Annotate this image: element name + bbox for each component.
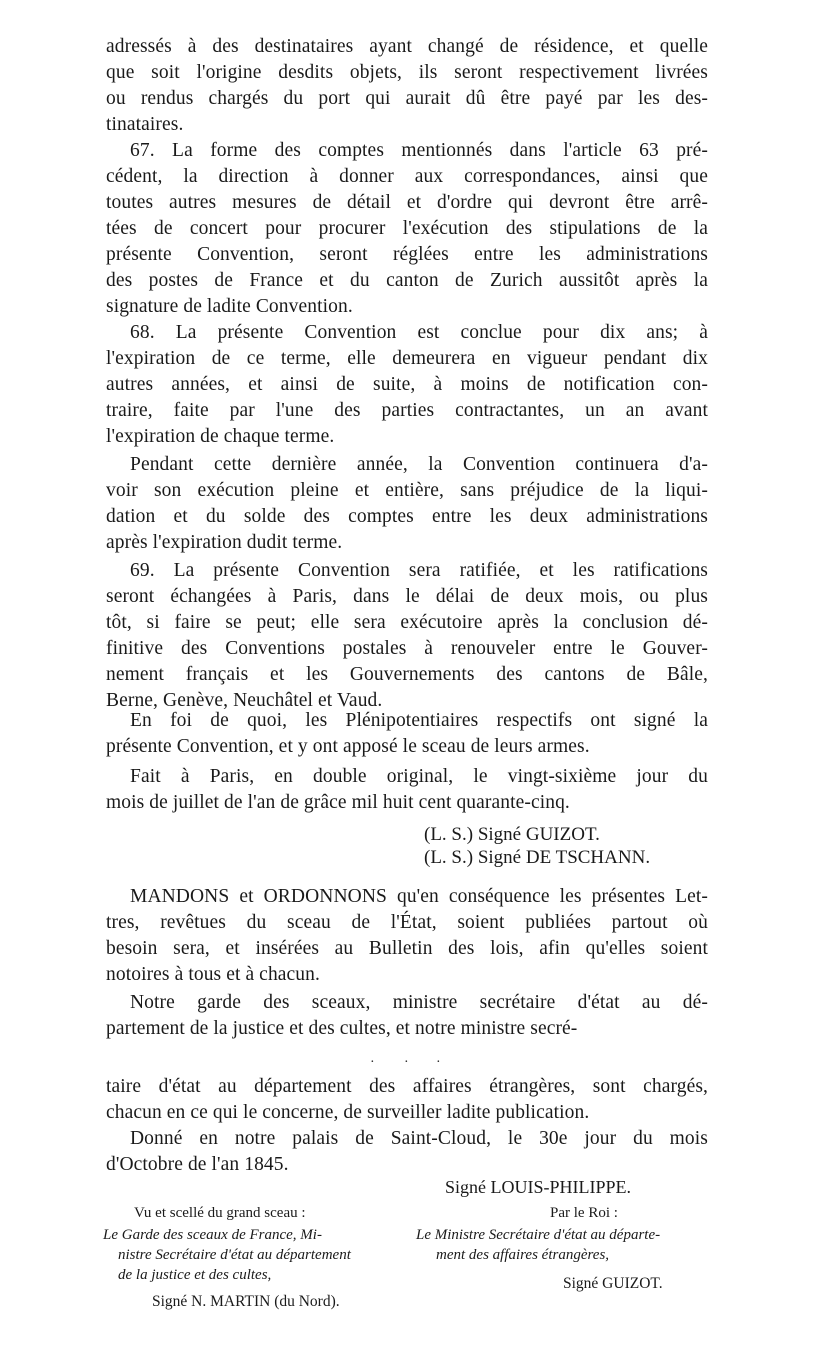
text-line: MANDONS et ORDONNONS qu'en conséquence les présentes Let- bbox=[130, 886, 708, 907]
text-line: tres, revêtues du sceau de l'État, soient publiées partout où bbox=[106, 912, 708, 933]
text-line: tées de concert pour procurer l'exécution des stipulations de la bbox=[106, 218, 708, 239]
text-line: En foi de quoi, les Plénipotentiaires respectifs ont signé la bbox=[130, 710, 708, 731]
text-line: adressés à des destinataires ayant changé de résidence, et quelle bbox=[106, 36, 708, 57]
text-line: que soit l'origine desdits objets, ils seront respectivement livrées bbox=[106, 62, 708, 83]
text-line: Berne, Genève, Neuchâtel et Vaud. bbox=[106, 690, 383, 711]
text-line: chacun en ce qui le concerne, de surveiller ladite publication. bbox=[106, 1102, 590, 1123]
text-line: l'expiration de ce terme, elle demeurera en vigueur pendant dix bbox=[106, 348, 708, 369]
text-line: besoin sera, et insérées au Bulletin des lois, afin qu'elles soient bbox=[106, 938, 708, 959]
paragraph-donne bbox=[106, 1126, 708, 1178]
left-line-2: nistre Secrétaire d'état au département bbox=[118, 1247, 351, 1263]
signature-guizot: (L. S.) Signé GUIZOT. bbox=[424, 824, 600, 845]
right-line-1: Le Ministre Secrétaire d'état au départe- bbox=[416, 1227, 661, 1243]
text-line: toutes autres mesures de détail et d'ordre qui devront être arrê- bbox=[106, 192, 708, 213]
right-heading: Par le Roi : bbox=[550, 1205, 618, 1221]
article-68 bbox=[106, 320, 708, 450]
text-line: signature de ladite Convention. bbox=[106, 296, 353, 317]
article-69 bbox=[106, 558, 708, 714]
signature-louis-philippe: Signé LOUIS-PHILIPPE. bbox=[445, 1177, 632, 1197]
text-line: finitive des Conventions postales à renouveler entre le Gouver- bbox=[106, 638, 708, 659]
stray-mark: · bbox=[404, 1055, 409, 1070]
text-line: Donné en notre palais de Saint-Cloud, le 30e jour du mois bbox=[130, 1128, 708, 1149]
text-line: après l'expiration dudit terme. bbox=[106, 532, 343, 553]
article-67 bbox=[106, 138, 708, 320]
text-line: 67. La forme des comptes mentionnés dans l'article 63 pré- bbox=[130, 140, 708, 161]
text-line: Pendant cette dernière année, la Convention continuera d'a- bbox=[130, 454, 708, 475]
text-line: dation et du solde des comptes entre les deux administrations bbox=[106, 506, 708, 527]
paragraph-continuation bbox=[106, 34, 708, 138]
paragraph-en-foi bbox=[106, 708, 708, 760]
paragraph-notre-garde bbox=[106, 990, 708, 1042]
left-line-1: Le Garde des sceaux de France, Mi- bbox=[103, 1227, 322, 1243]
text-line: notoires à tous et à chacun. bbox=[106, 964, 320, 985]
paragraph-mandons bbox=[106, 884, 708, 988]
stray-mark: · bbox=[370, 1055, 375, 1070]
text-line: d'Octobre de l'an 1845. bbox=[106, 1154, 289, 1175]
right-signature: Signé GUIZOT. bbox=[563, 1275, 663, 1292]
text-line: nement français et les Gouvernements des cantons de Bâle, bbox=[106, 664, 708, 685]
left-signature: Signé N. MARTIN (du Nord). bbox=[152, 1293, 340, 1310]
text-line: mois de juillet de l'an de grâce mil huit cent quarante-cinq. bbox=[106, 792, 570, 813]
text-line: l'expiration de chaque terme. bbox=[106, 426, 335, 447]
paragraph-taire bbox=[106, 1074, 708, 1126]
stray-mark: · bbox=[436, 1055, 441, 1070]
text-line: autres années, et ainsi de suite, à moins de notification con- bbox=[106, 374, 708, 395]
right-line-2: ment des affaires étrangères, bbox=[436, 1247, 610, 1263]
paragraph-fait bbox=[106, 764, 708, 816]
left-line-3: de la justice et des cultes, bbox=[118, 1267, 272, 1283]
text-line: présente Convention, seront réglées entre les administrations bbox=[106, 244, 708, 265]
text-line: présente Convention, et y ont apposé le sceau de leurs armes. bbox=[106, 736, 590, 757]
text-line: taire d'état au département des affaires étrangères, sont chargés, bbox=[106, 1076, 708, 1097]
text-line: seront échangées à Paris, dans le délai de deux mois, ou plus bbox=[106, 586, 708, 607]
text-line: 69. La présente Convention sera ratifiée, et les ratifications bbox=[130, 560, 708, 581]
text-line: voir son exécution pleine et entière, sans préjudice de la liqui- bbox=[106, 480, 708, 501]
left-heading: Vu et scellé du grand sceau : bbox=[134, 1205, 306, 1221]
text-line: traire, faite par l'une des parties contractantes, un an avant bbox=[106, 400, 708, 421]
text-line: ou rendus chargés du port qui aurait dû être payé par les des- bbox=[106, 88, 708, 109]
text-line: tinataires. bbox=[106, 114, 184, 135]
text-line: Notre garde des sceaux, ministre secrétaire d'état au dé- bbox=[130, 992, 708, 1013]
signature-tschann: (L. S.) Signé DE TSCHANN. bbox=[424, 847, 651, 868]
text-line: tôt, si faire se peut; elle sera exécutoire après la conclusion dé- bbox=[106, 612, 708, 633]
paragraph-pendant bbox=[106, 452, 708, 556]
text-line: cédent, la direction à donner aux correspondances, ainsi que bbox=[106, 166, 708, 187]
text-line: 68. La présente Convention est conclue pour dix ans; à bbox=[130, 322, 708, 343]
text-line: Fait à Paris, en double original, le vingt-sixième jour du bbox=[130, 766, 708, 787]
text-line: des postes de France et du canton de Zurich aussitôt après la bbox=[106, 270, 708, 291]
text-line: partement de la justice et des cultes, et notre ministre secré- bbox=[106, 1018, 578, 1039]
